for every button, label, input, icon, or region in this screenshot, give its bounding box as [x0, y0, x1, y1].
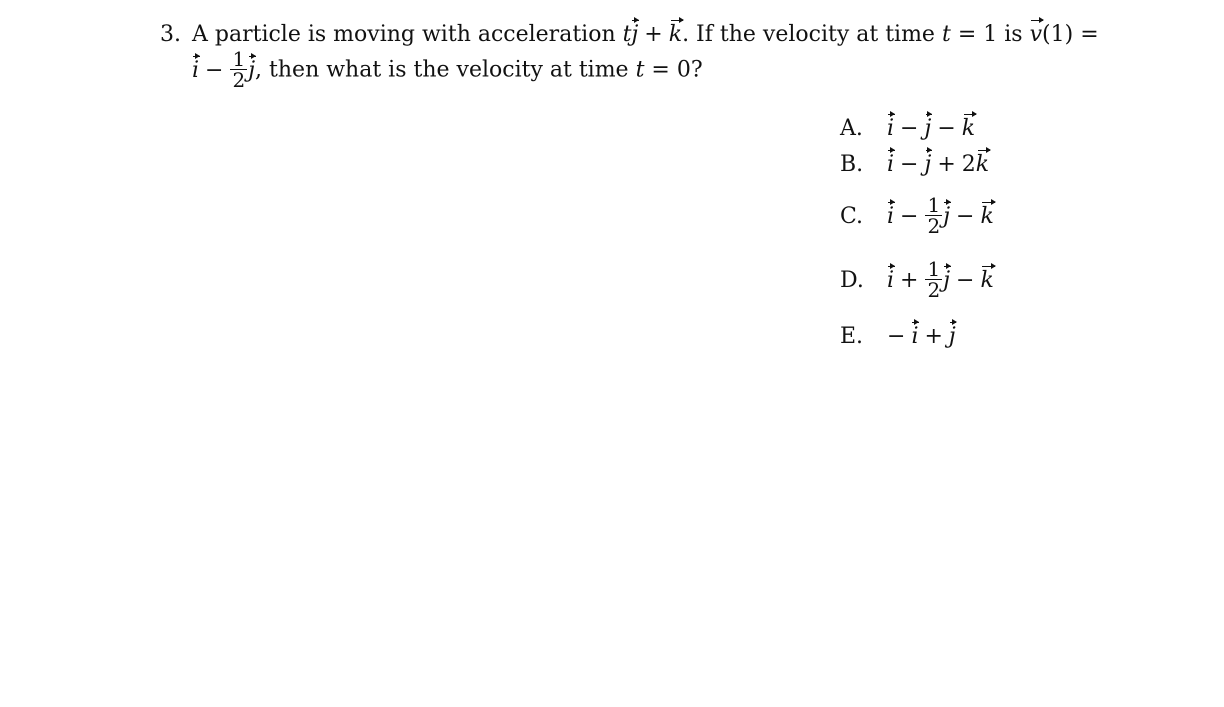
choice-letter: D. — [840, 267, 864, 293]
fraction-denominator: 2 — [232, 68, 246, 92]
question-number: 3. — [160, 22, 181, 47]
fraction-one-half: $\frac{1}{2}$ — [927, 193, 941, 238]
choice-a[interactable] — [840, 112, 994, 148]
question-line-1 — [160, 18, 1099, 50]
math-t-equals-zero: t = 0 — [635, 57, 691, 83]
question-line-2 — [160, 47, 1090, 100]
choice-expression: − i + j — [887, 324, 956, 349]
question-text-part4: , then what is the velocity at time — [255, 57, 629, 83]
question-text-part1: A particle is moving with acceleration — [192, 22, 616, 47]
fraction-one-half: $\frac{1}{2}$ — [927, 257, 941, 302]
choice-e[interactable] — [840, 320, 994, 356]
question-text-part5: ? — [690, 57, 703, 83]
choice-expression: i + $\frac{1}{2}$ j − k — [887, 257, 994, 302]
choice-letter: E. — [840, 324, 864, 349]
choice-expression: i − j − k — [887, 116, 975, 141]
math-t-equals-one: t = 1 — [941, 22, 998, 47]
choice-letter: C. — [840, 203, 864, 229]
velocity-argument: (1) — [1042, 22, 1074, 47]
answer-choices — [840, 112, 994, 356]
question-block — [160, 18, 1099, 100]
fraction-numerator: 1 — [232, 47, 246, 71]
t0-value: 0 — [676, 57, 691, 83]
question-text-part2: . If the velocity at time — [682, 22, 935, 47]
choice-expression: i − j + 2k — [887, 152, 989, 177]
choice-b[interactable] — [840, 148, 994, 192]
fraction-one-half — [230, 49, 247, 90]
math-initial-velocity: i − $\frac{1}{2}$ j — [192, 47, 256, 92]
choice-letter: A. — [840, 116, 863, 141]
question-text-part3: is — [1004, 22, 1023, 47]
choice-c[interactable] — [840, 192, 994, 260]
choice-letter: B. — [840, 152, 864, 177]
math-velocity-at-one: v(1) = — [1030, 22, 1099, 47]
t1-value: 1 — [983, 22, 998, 47]
math-acceleration: tj + k — [623, 22, 682, 47]
choice-expression: i − $\frac{1}{2}$ j − k — [887, 193, 994, 238]
choice-d[interactable] — [840, 257, 994, 320]
